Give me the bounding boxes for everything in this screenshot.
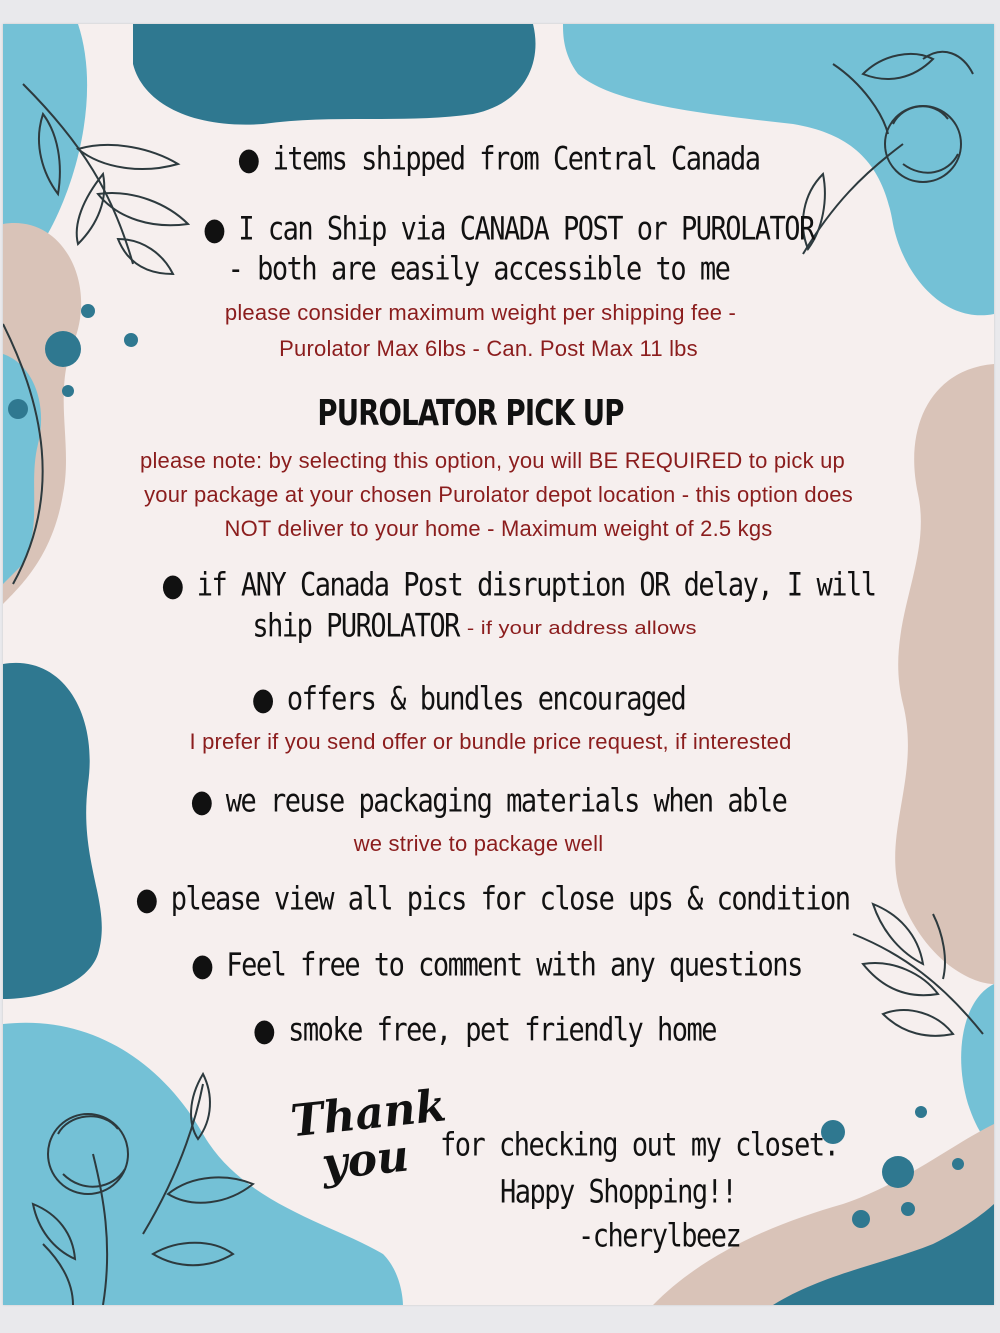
ship-via-continuation: - both are easily accessible to me [227, 250, 730, 289]
list-item-offers: ● offers & bundles encouraged [251, 680, 686, 719]
list-item-packaging: ● we reuse packaging materials when able [190, 782, 787, 821]
list-item-shipped-from: ● items shipped from Central Canada [237, 140, 760, 179]
list-item-disruption: ● if ANY Canada Post disruption OR delay, I will [161, 566, 876, 605]
pickup-note-1: please note: by selecting this option, you will BE REQUIRED to pick up [140, 448, 845, 473]
bullet-icon: ● [237, 142, 259, 179]
bullet-icon: ● [161, 568, 183, 605]
shipping-weight-note-1: please consider maximum weight per shipping fee - [224, 300, 737, 325]
offers-note: I prefer if you send offer or bundle price request, if interested [189, 729, 792, 754]
bullet-icon: ● [190, 784, 212, 821]
pickup-note-2: your package at your chosen Purolator depot location - this option does [144, 482, 853, 507]
thanks-line-2: Happy Shopping!! [500, 1173, 737, 1212]
list-item-comment: ● Feel free to comment with any questions [191, 946, 802, 985]
packaging-note: we strive to package well [353, 831, 604, 856]
bullet-icon: ● [252, 1013, 275, 1050]
bullet-icon: ● [251, 682, 273, 719]
flyer-page [3, 24, 994, 1305]
thanks-line-1: for checking out my closet. [440, 1126, 839, 1165]
list-item-view-pics: ● please view all pics for close ups & condition [135, 880, 850, 919]
pickup-note-3: NOT deliver to your home - Maximum weight of 2.5 kgs [224, 516, 773, 541]
flyer-content [3, 24, 994, 1305]
pickup-heading: PUROLATOR PICK UP [317, 392, 624, 434]
bullet-icon: ● [191, 948, 213, 985]
bullet-icon: ● [203, 212, 225, 249]
thank-you-script: Thank you [288, 1080, 449, 1191]
list-item-smoke-free: ● smoke free, pet friendly home [252, 1011, 717, 1050]
disruption-continuation: ship PUROLATOR - if your address allows [252, 607, 697, 646]
list-item-ship-via: ● I can Ship via CANADA POST or PUROLATOR [203, 210, 814, 249]
signature: -cherylbeez [578, 1217, 741, 1256]
shipping-weight-note-2: Purolator Max 6lbs - Can. Post Max 11 lbs [279, 336, 698, 361]
bullet-icon: ● [135, 882, 157, 919]
